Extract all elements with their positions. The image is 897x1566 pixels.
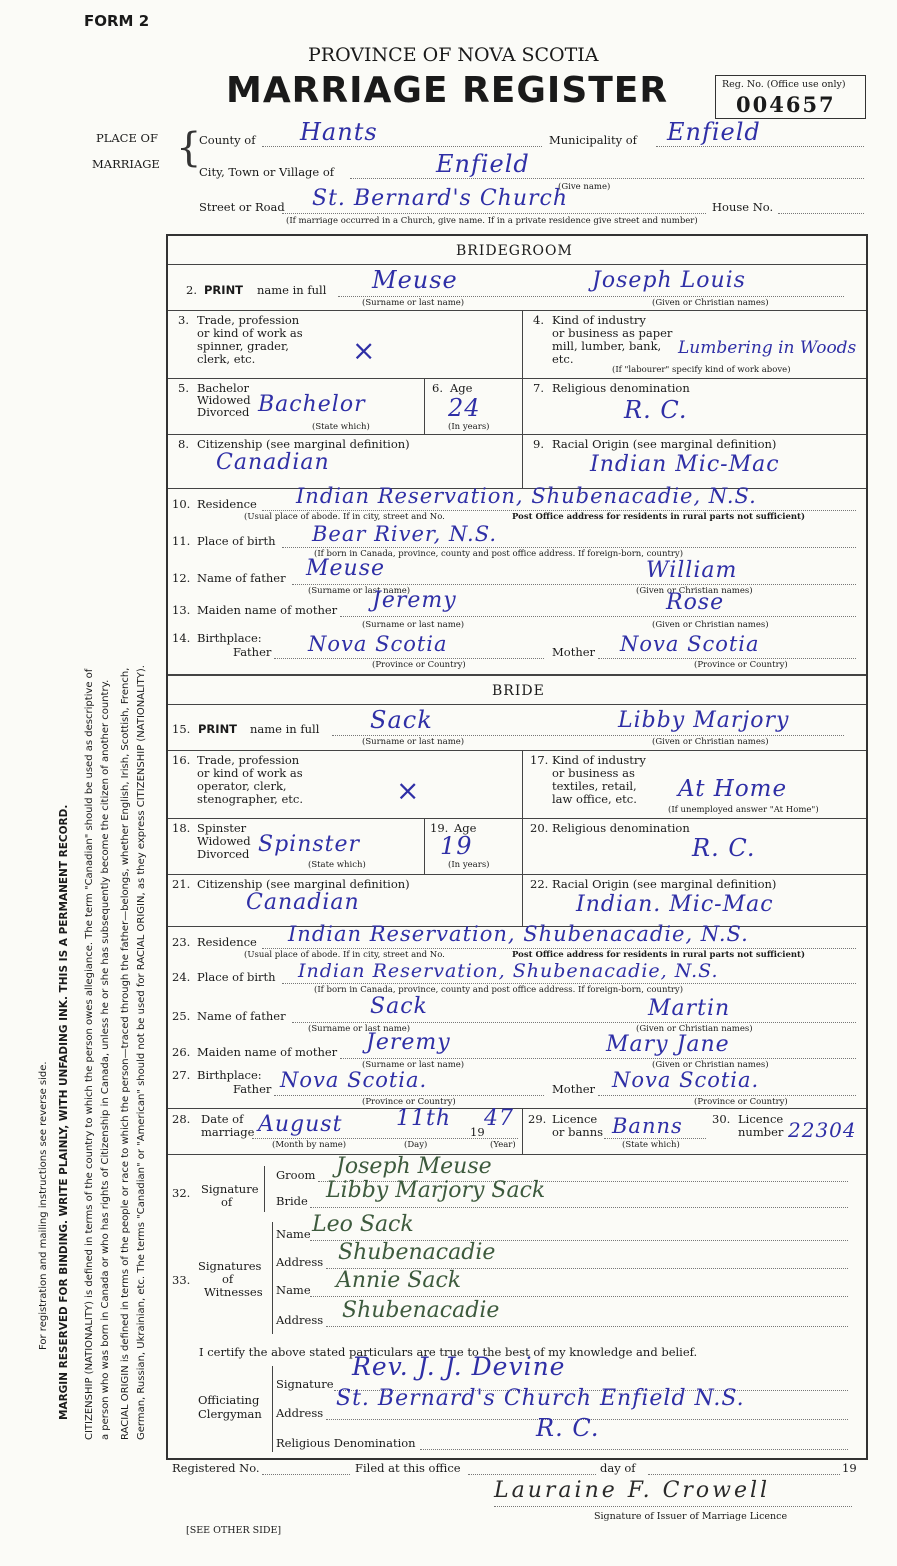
bride-section-title: BRIDE — [492, 683, 545, 699]
bride-surname: Sack — [370, 706, 433, 734]
field-number: 26. — [172, 1045, 191, 1059]
issuer-signature: Lauraine F. Crowell — [494, 1478, 771, 1503]
religion-label: Religious denomination — [552, 381, 690, 395]
bp-father-label: Father — [233, 645, 272, 659]
licence-label-2: or banns — [552, 1125, 604, 1139]
marriage-month: August — [258, 1112, 343, 1137]
industry-note: (If "labourer" specify kind of work above) — [612, 365, 791, 375]
age-label: Age — [454, 821, 477, 835]
given-note: (Given or Christian names) — [652, 298, 769, 308]
status-label-1: Bachelor — [197, 381, 250, 395]
groom-signature: Joseph Meuse — [336, 1154, 492, 1179]
name-in-full-label: name in full — [257, 283, 327, 297]
bride-mother-given: Mary Jane — [606, 1032, 730, 1057]
in-years-note: (In years) — [448, 422, 490, 432]
street-value: St. Bernard's Church — [312, 186, 568, 211]
province-heading: PROVINCE OF NOVA SCOTIA — [308, 44, 599, 66]
birthplace-label: Birthplace: — [197, 631, 262, 645]
licence-label-1: Licence — [552, 1112, 598, 1126]
birth-label: Place of birth — [197, 534, 276, 548]
industry-label-3: textiles, retail, — [552, 779, 637, 793]
clergy-label-1: Officiating — [198, 1393, 260, 1407]
age-label: Age — [450, 381, 473, 395]
in-years-note: (In years) — [448, 860, 490, 870]
industry-label-4: etc. — [552, 352, 574, 366]
give-name-note: (Give name) — [558, 182, 611, 192]
street-note: (If marriage occurred in a Church, give name. If in a private residence give street and number) — [286, 216, 698, 226]
trade-label-4: clerk, etc. — [197, 352, 256, 366]
industry-label-2: or business as paper — [552, 326, 673, 340]
status-label-1: Spinster — [197, 821, 247, 835]
margin-racial-1: RACIAL ORIGIN is defined in terms of the people or race to which the person—traced through the father—belongs, whether English, Irish, Scottish, French, — [120, 667, 131, 1440]
clergy-denomination: R. C. — [536, 1414, 600, 1442]
signature-label-2: of — [221, 1195, 233, 1209]
bride-signature: Libby Marjory Sack — [326, 1178, 546, 1203]
groom-industry: Lumbering in Woods — [678, 338, 857, 358]
field-number: 4. — [533, 313, 544, 327]
groom-age: 24 — [448, 394, 481, 422]
witness-label-2: of — [222, 1272, 234, 1286]
surname-note: (Surname or last name) — [308, 1024, 411, 1034]
residence-note: (Usual place of abode. If in city, street and No. — [244, 512, 445, 522]
trade-label-2: or kind of work as — [197, 326, 303, 340]
industry-label-3: mill, lumber, bank, — [552, 339, 662, 353]
licence-number: 22304 — [788, 1118, 857, 1142]
reg-number: 004657 — [736, 92, 836, 117]
date-label-2: marriage — [201, 1125, 255, 1139]
groom-racial: Indian Mic-Mac — [590, 452, 780, 477]
industry-label-4: law office, etc. — [552, 792, 637, 806]
margin-racial-2: German, Russian, Ukrainian, etc. The terms "Canadian" or "American" should not be used for RACIAL ORIGIN, as they express CITIZENSHIP (NATIONALITY). — [136, 665, 147, 1440]
w1-name-label: Name — [276, 1227, 311, 1241]
groom-mother-surname: Jeremy — [372, 588, 457, 613]
filed-label: Filed at this office — [355, 1461, 461, 1475]
print-label: PRINT — [204, 283, 244, 297]
state-which-note: (State which) — [622, 1140, 680, 1150]
witness-1-address: Shubenacadie — [338, 1240, 496, 1265]
year-label: 19 — [842, 1461, 857, 1475]
bride-father-surname: Sack — [370, 994, 428, 1019]
issuer-label: Signature of Issuer of Marriage Licence — [594, 1511, 788, 1522]
bride-mother-surname: Jeremy — [366, 1030, 451, 1055]
groom-status: Bachelor — [258, 392, 366, 417]
place-title-1: PLACE OF — [96, 131, 158, 145]
clergy-signature: Rev. J. J. Devine — [352, 1352, 566, 1381]
date-label-1: Date of — [201, 1112, 244, 1126]
groom-mother-given: Rose — [666, 590, 725, 615]
groom-residence: Indian Reservation, Shubenacadie, N.S. — [296, 484, 757, 508]
witness-2-name: Annie Sack — [336, 1268, 462, 1293]
bride-citizenship: Canadian — [246, 890, 360, 915]
bride-bp-father: Nova Scotia. — [280, 1068, 428, 1092]
year-prefix: 19 — [470, 1125, 485, 1139]
bride-age: 19 — [440, 832, 473, 860]
trade-label-1: Trade, profession — [197, 753, 300, 767]
birth-note: (If born in Canada, province, county and post office address. If foreign-born, country) — [314, 985, 684, 995]
municipality-label: Municipality of — [549, 133, 637, 147]
signature-label-1: Signature — [201, 1182, 259, 1196]
father-label: Name of father — [197, 571, 286, 585]
bp-father-label: Father — [233, 1082, 272, 1096]
groom-birth: Bear River, N.S. — [312, 522, 498, 546]
trade-label-1: Trade, profession — [197, 313, 300, 327]
bride-sig-label: Bride — [276, 1194, 308, 1208]
father-label: Name of father — [197, 1009, 286, 1023]
field-number: 30. — [712, 1112, 731, 1126]
residence-label: Residence — [197, 497, 257, 511]
bride-racial: Indian. Mic-Mac — [576, 892, 774, 917]
field-number: 8. — [178, 437, 189, 451]
certify-statement: I certify the above stated particulars are true to the best of my knowledge and belief. — [199, 1345, 698, 1359]
field-number: 20. — [530, 821, 549, 835]
status-label-2: Widowed — [197, 834, 251, 848]
status-label-3: Divorced — [197, 847, 250, 861]
groom-sig-label: Groom — [276, 1168, 316, 1182]
surname-note: (Surname or last name) — [308, 586, 411, 596]
city-value: Enfield — [436, 150, 530, 178]
margin-citizenship-2: a person who was born in Canada or who has rights of Citizenship in Canada, unless he or she has subsequently become the citizen of another country. — [100, 679, 111, 1440]
residence-note-bold: Post Office address for residents in rural parts not sufficient) — [512, 512, 805, 522]
mother-label: Maiden name of mother — [197, 603, 338, 617]
field-number: 12. — [172, 571, 191, 585]
clergy-address: St. Bernard's Church Enfield N.S. — [336, 1386, 745, 1411]
birth-label: Place of birth — [197, 970, 276, 984]
groom-trade: × — [352, 334, 377, 367]
birthplace-label: Birthplace: — [197, 1068, 262, 1082]
trade-label-3: operator, clerk, — [197, 779, 287, 793]
municipality-value: Enfield — [667, 118, 761, 146]
citizenship-label: Citizenship (see marginal definition) — [197, 437, 410, 451]
witness-label-3: Witnesses — [204, 1285, 263, 1299]
bride-residence: Indian Reservation, Shubenacadie, N.S. — [288, 922, 749, 946]
groom-surname: Meuse — [372, 266, 458, 294]
province-note: (Province or Country) — [694, 1097, 788, 1107]
field-number: 21. — [172, 877, 191, 891]
field-number: 3. — [178, 313, 189, 327]
groom-father-given: William — [646, 558, 738, 583]
religion-label: Religious denomination — [552, 821, 690, 835]
groom-religion: R. C. — [624, 396, 688, 424]
field-number: 22. — [530, 877, 549, 891]
state-which-note: (State which) — [308, 860, 366, 870]
reg-number-label: Reg. No. (Office use only) — [722, 79, 846, 90]
province-note: (Province or Country) — [694, 660, 788, 670]
house-label: House No. — [712, 200, 774, 214]
citizenship-label: Citizenship (see marginal definition) — [197, 877, 410, 891]
field-number: 11. — [172, 534, 191, 548]
groom-bp-father: Nova Scotia — [308, 632, 448, 656]
witness-label-1: Signatures — [198, 1259, 262, 1273]
status-label-2: Widowed — [197, 393, 251, 407]
mother-label: Maiden name of mother — [197, 1045, 338, 1059]
place-title-2: MARRIAGE — [92, 157, 160, 171]
groom-section-title: BRIDEGROOM — [456, 243, 573, 259]
field-number: 32. — [172, 1186, 191, 1200]
surname-note: (Surname or last name) — [362, 620, 465, 630]
field-number: 6. — [432, 381, 443, 395]
month-note: (Month by name) — [272, 1140, 347, 1150]
w2-name-label: Name — [276, 1283, 311, 1297]
margin-instructions: For registration and mailing instructions see reverse side. — [38, 1061, 49, 1350]
clergy-sig-label: Signature — [276, 1377, 334, 1391]
field-number: 10. — [172, 497, 191, 511]
number-label-1: Licence — [738, 1112, 784, 1126]
registered-label: Registered No. — [172, 1461, 260, 1475]
residence-note-bold: Post Office address for residents in rural parts not sufficient) — [512, 950, 805, 960]
field-number: 28. — [172, 1112, 191, 1126]
given-note: (Given or Christian names) — [652, 737, 769, 747]
witness-1-name: Leo Sack — [312, 1212, 414, 1237]
industry-label-1: Kind of industry — [552, 753, 646, 767]
place-brace: { — [176, 125, 202, 171]
field-number: 33. — [172, 1273, 191, 1287]
given-note: (Given or Christian names) — [636, 1024, 753, 1034]
field-number: 15. — [172, 722, 191, 736]
bride-father-given: Martin — [648, 996, 731, 1021]
residence-note: (Usual place of abode. If in city, street and No. — [244, 950, 445, 960]
name-in-full-label: name in full — [250, 722, 320, 736]
surname-note: (Surname or last name) — [362, 298, 465, 308]
see-other-side: [SEE OTHER SIDE] — [186, 1525, 282, 1536]
denomination-label: Religious Denomination — [276, 1436, 416, 1450]
county-value: Hants — [300, 118, 378, 146]
w1-address-label: Address — [276, 1255, 324, 1269]
bride-bp-mother: Nova Scotia. — [612, 1068, 760, 1092]
industry-label-2: or business as — [552, 766, 635, 780]
trade-label-3: spinner, grader, — [197, 339, 289, 353]
marriage-day: 11th — [396, 1106, 452, 1131]
bride-given: Libby Marjory — [618, 708, 790, 733]
field-number: 27. — [172, 1068, 191, 1082]
field-number: 17. — [530, 753, 549, 767]
province-note: (Province or Country) — [372, 660, 466, 670]
surname-note: (Surname or last name) — [362, 1060, 465, 1070]
bride-religion: R. C. — [692, 834, 756, 862]
racial-label: Racial Origin (see marginal definition) — [552, 437, 777, 451]
surname-note: (Surname or last name) — [362, 737, 465, 747]
day-note: (Day) — [404, 1140, 428, 1150]
field-number: 2. — [186, 283, 197, 297]
margin-citizenship-1: CITIZENSHIP (NATIONALITY) is defined in terms of the country to which the person owes allegiance. The term "Canadian" should be used as descriptive of — [84, 668, 95, 1440]
state-which-note: (State which) — [312, 422, 370, 432]
birth-note: (If born in Canada, province, county and post office address. If foreign-born, country) — [314, 549, 684, 559]
field-number: 13. — [172, 603, 191, 617]
groom-bp-mother: Nova Scotia — [620, 632, 760, 656]
clergy-address-label: Address — [276, 1406, 324, 1420]
groom-father-surname: Meuse — [306, 556, 386, 581]
field-number: 25. — [172, 1009, 191, 1023]
residence-label: Residence — [197, 935, 257, 949]
groom-citizenship: Canadian — [216, 450, 330, 475]
field-number: 23. — [172, 935, 191, 949]
bride-trade: × — [396, 774, 421, 807]
field-number: 18. — [172, 821, 191, 835]
industry-note: (If unemployed answer "At Home") — [668, 805, 819, 815]
witness-2-address: Shubenacadie — [342, 1298, 500, 1323]
form-number: FORM 2 — [84, 12, 150, 30]
province-note: (Province or Country) — [362, 1097, 456, 1107]
year-note: (Year) — [490, 1140, 516, 1150]
bp-mother-label: Mother — [552, 1082, 596, 1096]
field-number: 19. — [430, 821, 449, 835]
field-number: 24. — [172, 970, 191, 984]
street-label: Street or Road — [199, 200, 285, 214]
field-number: 16. — [172, 753, 191, 767]
marriage-year: 47 — [484, 1106, 514, 1131]
city-label: City, Town or Village of — [199, 165, 335, 179]
field-number: 14. — [172, 631, 191, 645]
field-number: 5. — [178, 381, 189, 395]
field-number: 7. — [533, 381, 544, 395]
print-label: PRINT — [198, 722, 238, 736]
groom-given: Joseph Louis — [592, 268, 746, 293]
status-label-3: Divorced — [197, 405, 250, 419]
county-label: County of — [199, 133, 256, 147]
number-label-2: number — [738, 1125, 784, 1139]
w2-address-label: Address — [276, 1313, 324, 1327]
industry-label-1: Kind of industry — [552, 313, 646, 327]
day-of-label: day of — [600, 1461, 636, 1475]
bride-industry: At Home — [678, 776, 788, 802]
trade-label-4: stenographer, etc. — [197, 792, 304, 806]
given-note: (Given or Christian names) — [652, 620, 769, 630]
trade-label-2: or kind of work as — [197, 766, 303, 780]
bp-mother-label: Mother — [552, 645, 596, 659]
margin-binding: MARGIN RESERVED FOR BINDING. WRITE PLAINLY, WITH UNFADING INK. THIS IS A PERMANENT RECORD. — [58, 804, 70, 1420]
field-number: 29. — [528, 1112, 547, 1126]
bride-status: Spinster — [258, 832, 361, 857]
given-note: (Given or Christian names) — [652, 1060, 769, 1070]
given-note: (Given or Christian names) — [636, 586, 753, 596]
bride-birth: Indian Reservation, Shubenacadie, N.S. — [298, 960, 719, 982]
licence-value: Banns — [612, 1114, 683, 1138]
field-number: 9. — [533, 437, 544, 451]
form-title: MARRIAGE REGISTER — [226, 70, 669, 111]
racial-label: Racial Origin (see marginal definition) — [552, 877, 777, 891]
clergy-label-2: Clergyman — [198, 1407, 262, 1421]
